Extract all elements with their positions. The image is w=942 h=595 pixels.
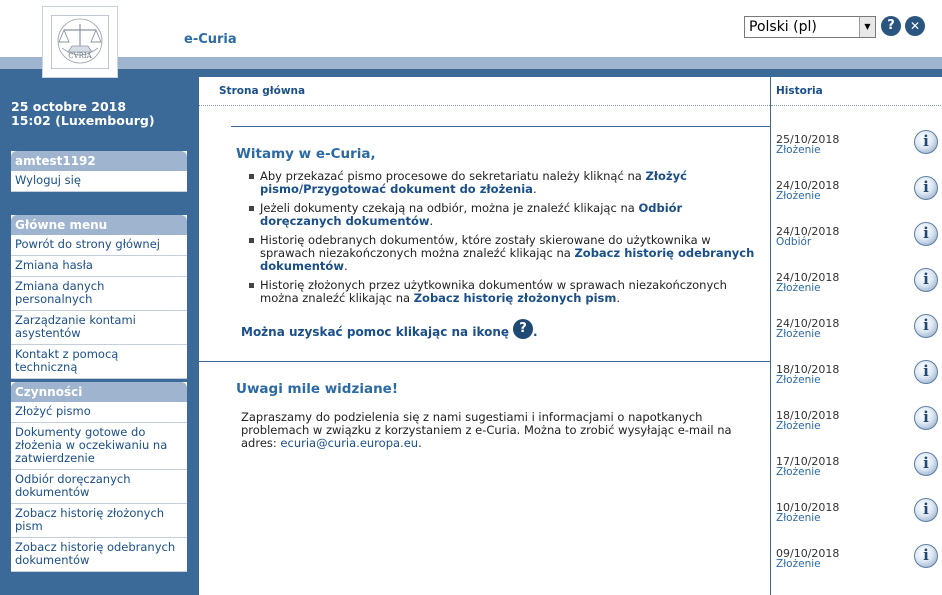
- action-submit-document[interactable]: Złożyć pismo: [11, 402, 187, 423]
- sidebar: [0, 77, 199, 595]
- help-icon[interactable]: ?: [513, 319, 533, 339]
- history-date: 18/10/2018: [776, 363, 840, 376]
- history-item[interactable]: [776, 180, 936, 220]
- current-date: 25 octobre 2018: [11, 99, 127, 114]
- submitted-history-link[interactable]: Zobacz historię złożonych pism: [413, 291, 617, 305]
- feedback-text: [241, 411, 751, 450]
- history-date: 25/10/2018: [776, 133, 840, 146]
- info-icon[interactable]: i: [914, 314, 938, 338]
- history-item[interactable]: [776, 410, 936, 450]
- feedback-email-link[interactable]: ecuria@curia.europa.eu: [280, 436, 419, 450]
- help-hint: [241, 319, 538, 339]
- info-icon[interactable]: i: [914, 452, 938, 476]
- list-item-end: .: [429, 214, 434, 228]
- list-item: [248, 279, 758, 305]
- history-type: Złożenie: [776, 466, 821, 478]
- main-content: [199, 77, 770, 595]
- history-date: 18/10/2018: [776, 409, 840, 422]
- action-submitted-history[interactable]: Zobacz historię złożonych pism: [11, 504, 187, 538]
- instructions-list: [248, 170, 758, 311]
- feedback-title: Uwagi mile widziane!: [236, 381, 398, 397]
- history-date: 17/10/2018: [776, 455, 840, 468]
- list-item-end: .: [532, 182, 537, 196]
- received-history-link[interactable]: Zobacz historię odebranych dokumentów: [260, 246, 755, 273]
- history-item[interactable]: [776, 364, 936, 404]
- list-item-end: .: [616, 291, 621, 305]
- list-item-text: Historię odebranych dokumentów, które zostały skierowane do użytkownika w sprawach niezakończonych można znaleźć klikając na: [260, 233, 711, 260]
- list-item: [248, 234, 758, 273]
- current-time: 15:02 (Luxembourg): [11, 113, 155, 128]
- receive-documents-link[interactable]: Odbiór doręczanych dokumentów: [260, 201, 683, 228]
- history-item[interactable]: [776, 318, 936, 358]
- header: [0, 0, 942, 72]
- list-item-text: Aby przekazać pismo procesowe do sekretariatu należy kliknąć na: [260, 169, 646, 183]
- main-menu-box: [11, 215, 187, 379]
- history-type: Złożenie: [776, 144, 821, 156]
- action-receive-documents[interactable]: Odbiór doręczanych dokumentów: [11, 470, 187, 504]
- app-title: e-Curia: [184, 32, 237, 47]
- main-tab-bar: [199, 77, 770, 106]
- curia-logo[interactable]: [42, 6, 118, 78]
- actions-box: [11, 382, 187, 572]
- scales-of-justice-icon: [52, 16, 108, 68]
- logo-text: CVRIA: [68, 52, 92, 60]
- menu-item-support-contact[interactable]: Kontakt z pomocą techniczną: [11, 345, 187, 379]
- history-type: Złożenie: [776, 190, 821, 202]
- menu-item-assistant-accounts[interactable]: Zarządzanie kontami asystentów: [11, 311, 187, 345]
- history-item[interactable]: [776, 548, 936, 588]
- history-date: 24/10/2018: [776, 225, 840, 238]
- history-type: Złożenie: [776, 558, 821, 570]
- help-hint-end: .: [533, 325, 538, 339]
- info-icon[interactable]: i: [914, 544, 938, 568]
- info-icon[interactable]: i: [914, 406, 938, 430]
- history-date: 24/10/2018: [776, 317, 840, 330]
- actions-title: Czynności: [11, 382, 187, 402]
- logout-link[interactable]: Wyloguj się: [11, 171, 187, 192]
- user-box: [11, 151, 187, 192]
- history-date: 09/10/2018: [776, 547, 840, 560]
- date-time: [11, 100, 155, 128]
- close-button[interactable]: ✕: [905, 16, 925, 36]
- logo-frame: [51, 15, 109, 69]
- language-value: Polski (pl): [749, 19, 817, 35]
- feedback-body: Zapraszamy do podzielenia się z nami sugestiami i informacjami o napotkanych problemach w związku z korzystaniem z e-Curia. Można to zrobić wysyłając e-mail na adres:: [241, 410, 732, 450]
- action-documents-pending[interactable]: Dokumenty gotowe do złożenia w oczekiwaniu na zatwierdzenie: [11, 423, 187, 470]
- language-select[interactable]: [744, 16, 876, 38]
- list-item: [248, 170, 758, 196]
- history-item[interactable]: [776, 134, 936, 174]
- history-type: Złożenie: [776, 420, 821, 432]
- history-date: 24/10/2018: [776, 271, 840, 284]
- menu-item-personal-data[interactable]: Zmiana danych personalnych: [11, 277, 187, 311]
- help-button[interactable]: ?: [881, 16, 901, 36]
- chevron-down-icon[interactable]: ▼: [859, 17, 875, 37]
- divider: [231, 126, 770, 127]
- history-type: Złożenie: [776, 374, 821, 386]
- history-item[interactable]: [776, 272, 936, 312]
- info-icon[interactable]: i: [914, 176, 938, 200]
- help-hint-text: Można uzyskać pomoc klikając na ikonę: [241, 325, 510, 339]
- list-item: [248, 202, 758, 228]
- history-item[interactable]: [776, 226, 936, 266]
- header-band-light: [0, 57, 942, 69]
- welcome-title: Witamy w e-Curia,: [236, 146, 376, 162]
- list-item-text: Historię złożonych przez użytkownika dokumentów w sprawach niezakończonych można znaleźć klikając na: [260, 278, 727, 305]
- history-type: Odbiór: [776, 236, 812, 248]
- info-icon[interactable]: i: [914, 498, 938, 522]
- history-header: [771, 77, 942, 106]
- info-icon[interactable]: i: [914, 268, 938, 292]
- list-item-text: Jeżeli dokumenty czekają na odbiór, można je znaleźć klikając na: [260, 201, 639, 215]
- info-icon[interactable]: i: [914, 360, 938, 384]
- menu-item-home[interactable]: Powrót do strony głównej: [11, 235, 187, 256]
- history-title: Historia: [776, 85, 823, 97]
- history-type: Złożenie: [776, 328, 821, 340]
- info-icon[interactable]: i: [914, 130, 938, 154]
- submit-document-link[interactable]: Złożyć pismo/Przygotować dokument do złożenia: [260, 169, 687, 196]
- main-menu-title: Główne menu: [11, 215, 187, 235]
- history-item[interactable]: [776, 456, 936, 496]
- history-panel: [770, 77, 942, 595]
- history-type: Złożenie: [776, 512, 821, 524]
- history-date: 10/10/2018: [776, 501, 840, 514]
- list-item-end: .: [343, 259, 348, 273]
- header-band-dark: [0, 69, 942, 77]
- history-type: Złożenie: [776, 282, 821, 294]
- tab-home[interactable]: Strona główna: [219, 85, 306, 97]
- action-received-history[interactable]: Zobacz historię odebranych dokumentów: [11, 538, 187, 572]
- feedback-end: .: [418, 436, 422, 450]
- divider: [199, 361, 770, 362]
- menu-item-change-password[interactable]: Zmiana hasła: [11, 256, 187, 277]
- history-date: 24/10/2018: [776, 179, 840, 192]
- info-icon[interactable]: i: [914, 222, 938, 246]
- user-name: amtest1192: [11, 151, 187, 171]
- history-item[interactable]: [776, 502, 936, 542]
